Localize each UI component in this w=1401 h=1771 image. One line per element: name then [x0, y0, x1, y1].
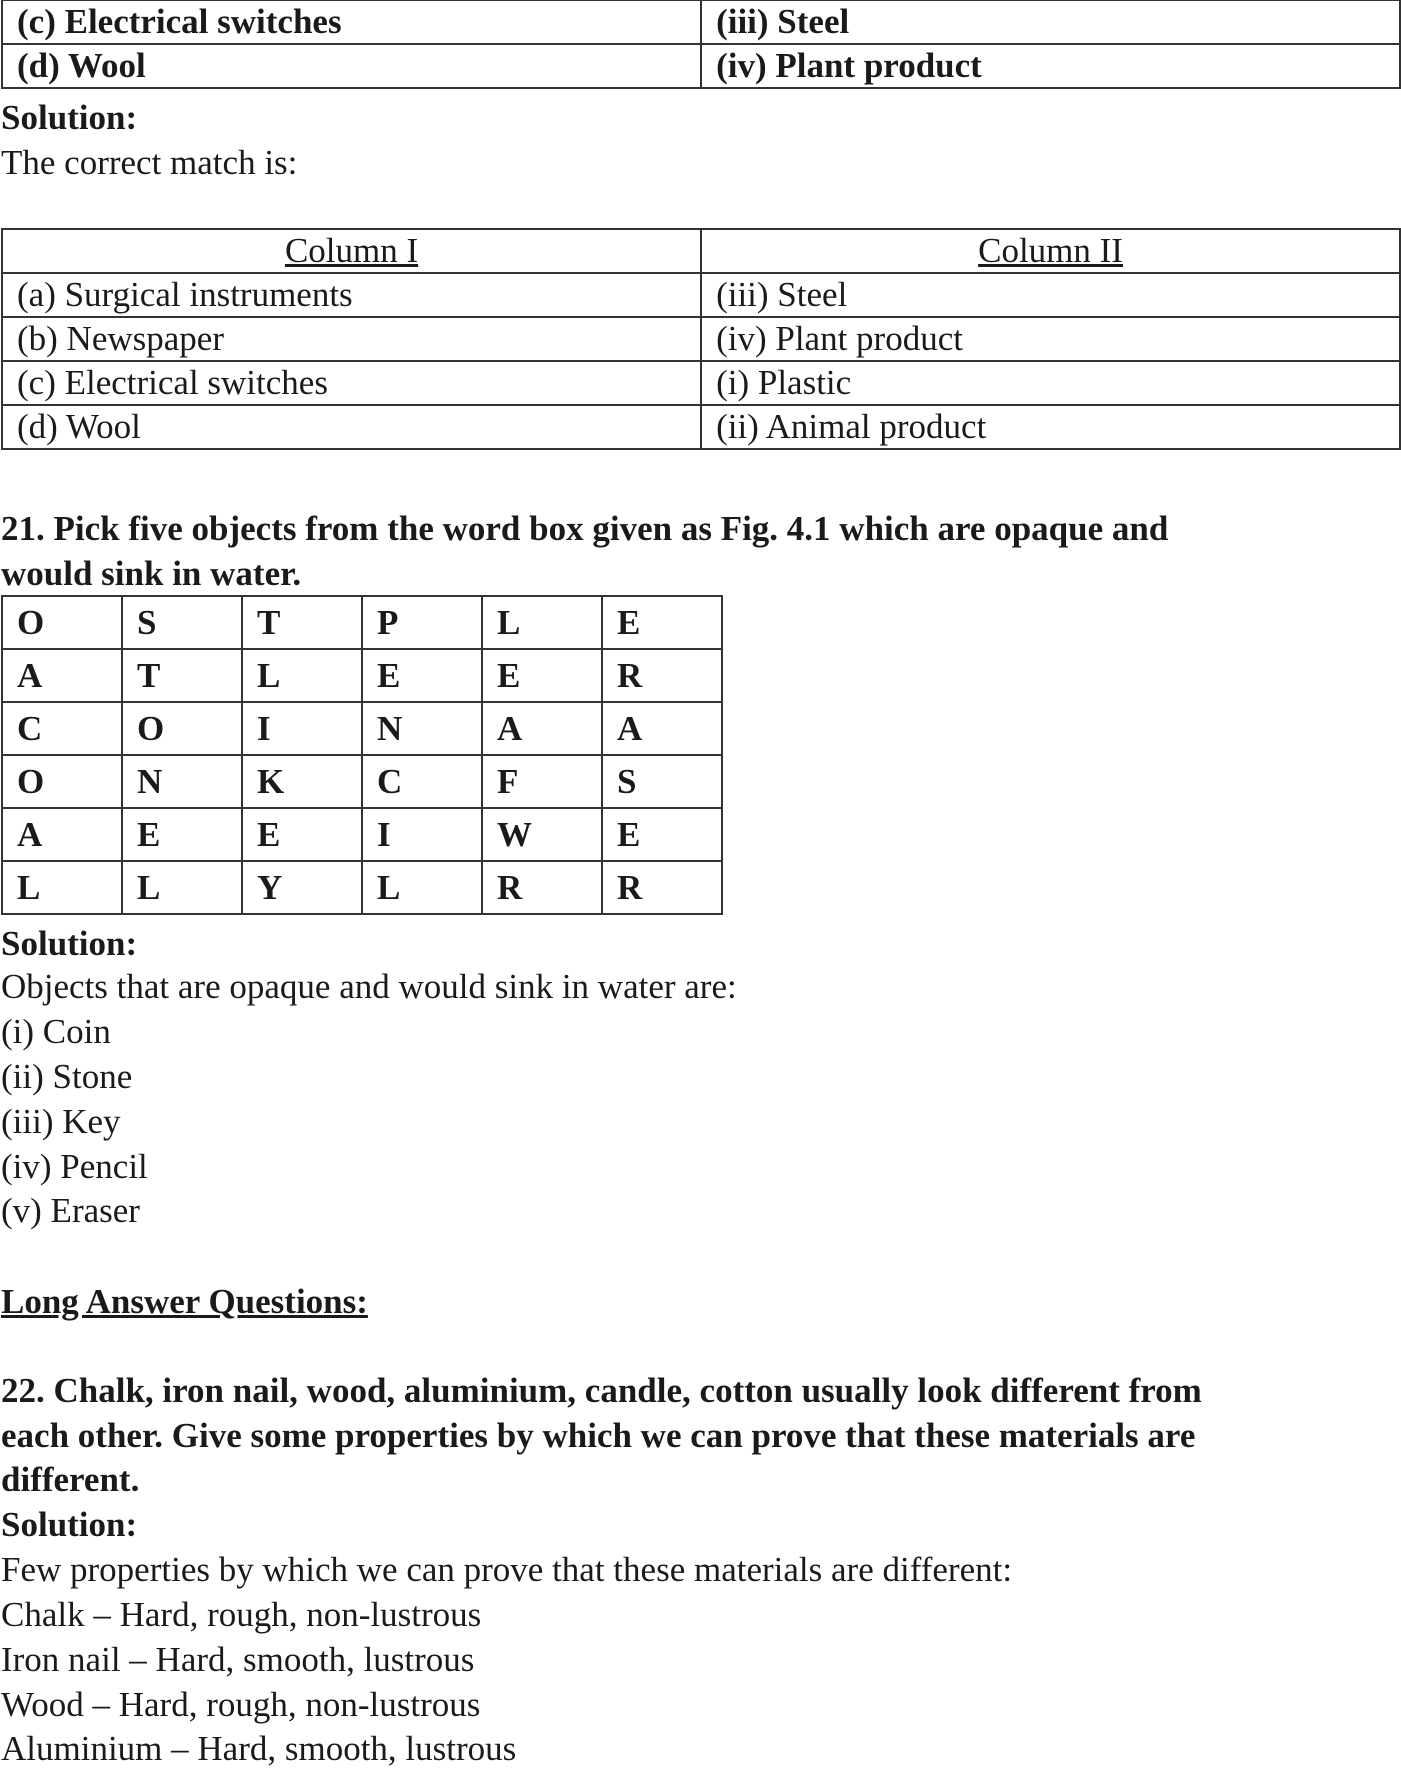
solution-label: Solution: [1, 1505, 138, 1544]
solution-intro: Few properties by which we can prove that these materials are different: [1, 1550, 1013, 1589]
grid-cell: L [2, 861, 122, 914]
table-cell: (b) Newspaper [2, 317, 701, 361]
question-22-line: different. [1, 1460, 140, 1499]
grid-cell: T [122, 649, 242, 702]
grid-cell: O [122, 702, 242, 755]
grid-cell: E [122, 808, 242, 861]
table-row [2, 405, 1400, 449]
grid-cell: R [602, 861, 722, 914]
answer-item: (iv) Pencil [1, 1147, 148, 1186]
grid-cell: I [242, 702, 362, 755]
question-21-line: would sink in water. [1, 554, 302, 593]
answer-item: Iron nail – Hard, smooth, lustrous [1, 1640, 475, 1679]
solution-label: Solution: [1, 98, 138, 137]
answer-item: (iii) Key [1, 1102, 121, 1141]
question-22-line: each other. Give some properties by which we can prove that these materials are [1, 1416, 1196, 1455]
grid-cell: I [362, 808, 482, 861]
table-header-row [2, 229, 1400, 273]
grid-cell: Y [242, 861, 362, 914]
answer-item: Aluminium – Hard, smooth, lustrous [1, 1729, 517, 1768]
table-cell: (c) Electrical switches [2, 0, 701, 44]
grid-cell: P [362, 596, 482, 649]
table-row [2, 0, 1400, 44]
grid-cell: E [362, 649, 482, 702]
grid-cell: A [2, 808, 122, 861]
grid-cell: C [362, 755, 482, 808]
table-row [2, 44, 1400, 88]
table-row [2, 361, 1400, 405]
grid-cell: K [242, 755, 362, 808]
grid-cell: E [242, 808, 362, 861]
question-22-line: 22. Chalk, iron nail, wood, aluminium, candle, cotton usually look different from [1, 1371, 1202, 1410]
column-header-text: Column II [978, 231, 1123, 270]
table-cell: (iii) Steel [701, 273, 1400, 317]
grid-cell: S [122, 596, 242, 649]
grid-cell: L [362, 861, 482, 914]
grid-cell: E [602, 596, 722, 649]
column-header [2, 229, 701, 273]
solution-label: Solution: [1, 924, 138, 963]
answer-item: (v) Eraser [1, 1191, 140, 1230]
question-21-line: 21. Pick five objects from the word box given as Fig. 4.1 which are opaque and [1, 509, 1169, 548]
previous-match-table [1, 0, 1401, 89]
grid-row [2, 649, 722, 702]
answer-match-table [1, 228, 1401, 450]
answer-item: (ii) Stone [1, 1057, 133, 1096]
grid-cell: O [2, 596, 122, 649]
answer-item: Wood – Hard, rough, non-lustrous [1, 1685, 481, 1724]
grid-cell: T [242, 596, 362, 649]
grid-cell: E [482, 649, 602, 702]
table-cell: (ii) Animal product [701, 405, 1400, 449]
table-cell: (i) Plastic [701, 361, 1400, 405]
column-header [701, 229, 1400, 273]
table-cell: (iii) Steel [701, 0, 1400, 44]
table-cell: (iv) Plant product [701, 44, 1400, 88]
solution-intro: The correct match is: [1, 143, 298, 182]
grid-cell: O [2, 755, 122, 808]
grid-row [2, 808, 722, 861]
table-row [2, 273, 1400, 317]
grid-row [2, 702, 722, 755]
grid-cell: A [2, 649, 122, 702]
grid-cell: N [122, 755, 242, 808]
grid-cell: E [602, 808, 722, 861]
table-cell: (a) Surgical instruments [2, 273, 701, 317]
grid-cell: F [482, 755, 602, 808]
column-header-text: Column I [284, 231, 419, 270]
word-box-grid [1, 595, 723, 915]
grid-cell: W [482, 808, 602, 861]
table-cell: (iv) Plant product [701, 317, 1400, 361]
answer-item: (i) Coin [1, 1012, 111, 1051]
grid-row [2, 755, 722, 808]
grid-cell: L [482, 596, 602, 649]
grid-cell: A [602, 702, 722, 755]
solution-intro: Objects that are opaque and would sink in water are: [1, 967, 737, 1006]
grid-cell: L [122, 861, 242, 914]
grid-row [2, 596, 722, 649]
grid-cell: S [602, 755, 722, 808]
table-cell: (c) Electrical switches [2, 361, 701, 405]
grid-cell: R [482, 861, 602, 914]
answer-item: Chalk – Hard, rough, non-lustrous [1, 1595, 482, 1634]
grid-cell: A [482, 702, 602, 755]
grid-cell: N [362, 702, 482, 755]
grid-cell: L [242, 649, 362, 702]
section-heading: Long Answer Questions: [1, 1282, 368, 1321]
grid-row [2, 861, 722, 914]
grid-cell: C [2, 702, 122, 755]
table-cell: (d) Wool [2, 44, 701, 88]
grid-cell: R [602, 649, 722, 702]
table-row [2, 317, 1400, 361]
table-cell: (d) Wool [2, 405, 701, 449]
